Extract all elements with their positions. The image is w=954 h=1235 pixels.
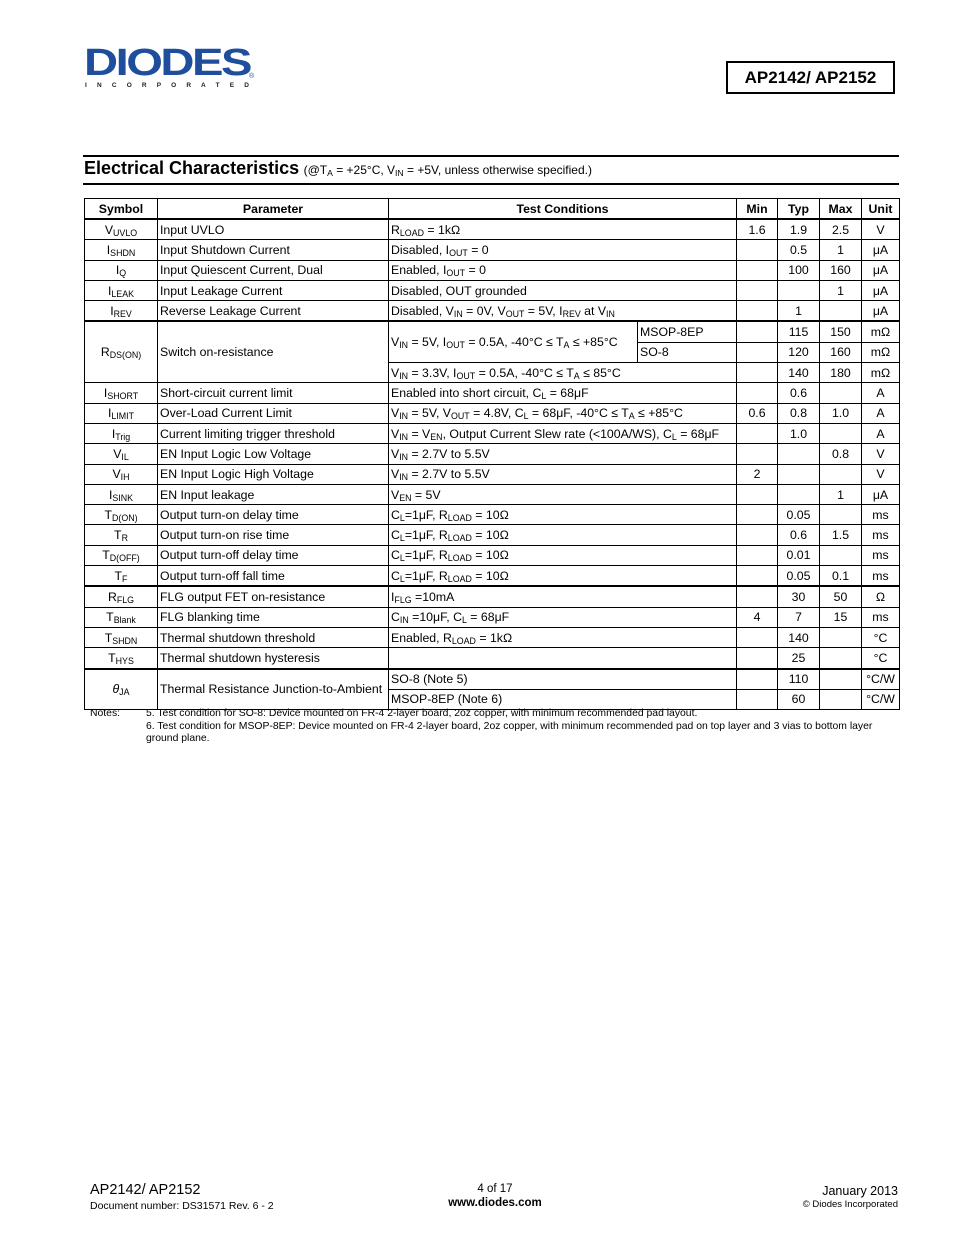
table-row [85,525,900,545]
parameter-cell: Thermal shutdown threshold [158,627,389,647]
symbol-cell: $I_Q$ [85,260,158,280]
typ-cell [778,444,820,464]
unit-cell: μA [862,240,900,260]
typ-cell [778,464,820,484]
max-cell [820,423,862,443]
table-row [85,403,900,423]
unit-cell: μA [862,260,900,280]
table-row [85,260,900,280]
table-row [85,423,900,443]
footer-copyright: © Diodes Incorporated [802,1199,898,1210]
min-cell [737,383,778,403]
typ-cell: 1.0 [778,423,820,443]
max-cell: 15 [820,607,862,627]
table-row [85,464,900,484]
condition-cell: Enabled, $R_{LOAD} = 1k\Omega$ [389,627,737,647]
parameter-cell: Thermal shutdown hysteresis [158,648,389,669]
symbol-cell: $I_{SHORT}$ [85,383,158,403]
table-row [85,484,900,504]
symbol-cell: $I_{Trig}$ [85,423,158,443]
typ-cell [778,280,820,300]
condition-cell: $V_{IN} = 5V$, $V_{OUT} = 4.8V$, $C_L = 68\mu F$, $-40^\circ C \le T_A \le +85^\circ C$ [389,403,737,423]
max-cell: 180 [820,363,862,383]
unit-cell: mΩ [862,342,900,362]
package-cell: SO-8 [638,342,737,362]
condition-cell: Disabled, $V_{IN} = 0V$, $V_{OUT} = 5V$, $I_{REV}$ at $V_{IN}$ [389,301,737,322]
max-cell [820,689,862,709]
section-bottom-rule [83,183,899,185]
section-title: Electrical Characteristics [84,158,300,178]
min-cell [737,566,778,587]
unit-cell: ms [862,545,900,565]
footer-website: www.diodes.com [448,1197,542,1209]
max-cell: 0.8 [820,444,862,464]
unit-cell: V [862,219,900,240]
section-top-rule [83,155,899,157]
parameter-cell: Output turn-off delay time [158,545,389,565]
min-cell: 2 [737,464,778,484]
condition-cell: Disabled, $I_{OUT} = 0$ [389,240,737,260]
unit-cell: Ω [862,586,900,607]
header-test-conditions: Test Conditions [389,199,737,220]
symbol-cell: $T_R$ [85,525,158,545]
symbol-cell: $T_{D(OFF)}$ [85,545,158,565]
parameter-cell: Output turn-off fall time [158,566,389,587]
parameter-cell: Over-Load Current Limit [158,403,389,423]
note-6: 6. Test condition for MSOP-8EP: Device mounted on FR-4 2-layer board, 2oz copper, with minimum recommended pad on top layer and 3 vias to bottom layer ground plane. [146,720,873,745]
typ-cell: 60 [778,689,820,709]
condition-cell: $V_{IN} = 2.7V$ to 5.5V [389,444,737,464]
typ-cell: 1.9 [778,219,820,240]
typ-cell: 1 [778,301,820,322]
unit-cell: μA [862,301,900,322]
symbol-cell: $T_F$ [85,566,158,587]
max-cell [820,505,862,525]
condition-cell: $R_{LOAD} = 1k\Omega$ [389,219,737,240]
table-row [85,648,900,669]
table-row [85,545,900,565]
max-cell [820,464,862,484]
min-cell: 1.6 [737,219,778,240]
min-cell [737,484,778,504]
footer-part-number: AP2142/ AP2152 [90,1182,201,1198]
max-cell: 0.1 [820,566,862,587]
min-cell [737,586,778,607]
condition-cell: $I_{FLG} =10mA$ [389,586,737,607]
parameter-cell: FLG output FET on-resistance [158,586,389,607]
symbol-cell: $I_{SINK}$ [85,484,158,504]
typ-cell: 115 [778,321,820,342]
min-cell [737,648,778,669]
logo-registered: ® [249,73,255,80]
min-cell [737,240,778,260]
table-row [85,607,900,627]
condition-cell [389,648,737,669]
condition-cell: MSOP-8EP (Note 6) [389,689,737,709]
table-row [85,669,900,690]
symbol-cell: $V_{UVLO}$ [85,219,158,240]
symbol-cell: $T_{Blank}$ [85,607,158,627]
footer-document-number: Document number: DS31571 Rev. 6 - 2 [90,1200,274,1212]
parameter-cell: Input Shutdown Current [158,240,389,260]
electrical-characteristics-table [84,198,900,710]
unit-cell: ms [862,566,900,587]
unit-cell: °C [862,627,900,647]
table-row [85,586,900,607]
logo-text: DIODES [84,42,251,84]
unit-cell: mΩ [862,363,900,383]
typ-cell: 25 [778,648,820,669]
min-cell [737,342,778,362]
typ-cell: 7 [778,607,820,627]
table-row [85,505,900,525]
symbol-cell: $V_{IL}$ [85,444,158,464]
typ-cell: 140 [778,363,820,383]
min-cell: 4 [737,607,778,627]
max-cell: 50 [820,586,862,607]
max-cell: 150 [820,321,862,342]
symbol-cell: $T_{HYS}$ [85,648,158,669]
condition-cell: $C_L=1\mu F$, $R_{LOAD} = 10\Omega$ [389,566,737,587]
unit-cell: V [862,444,900,464]
condition-cell: $V_{IN} = 5V$, $I_{OUT} = 0.5A$, $-40^\circ C \le T_A \le +85^\circ C$ [389,321,638,362]
typ-cell: 0.6 [778,525,820,545]
parameter-cell: Reverse Leakage Current [158,301,389,322]
table-row [85,566,900,587]
unit-cell: °C/W [862,689,900,709]
parameter-cell: Output turn-on delay time [158,505,389,525]
parameter-cell: Output turn-on rise time [158,525,389,545]
typ-cell: 0.05 [778,505,820,525]
condition-cell: $C_L=1\mu F$, $R_{LOAD} = 10\Omega$ [389,525,737,545]
diodes-logo [84,42,256,90]
parameter-cell: Switch on-resistance [158,321,389,382]
symbol-cell: $I_{LIMIT}$ [85,403,158,423]
parameter-cell: Thermal Resistance Junction-to-Ambient [158,669,389,710]
header-symbol: Symbol [85,199,158,220]
min-cell [737,525,778,545]
max-cell [820,383,862,403]
symbol-cell: $I_{REV}$ [85,301,158,322]
condition-cell: $V_{IN} = 2.7V$ to 5.5V [389,464,737,484]
condition-cell: $C_L=1\mu F$, $R_{LOAD} = 10\Omega$ [389,545,737,565]
min-cell [737,669,778,690]
max-cell: 1.0 [820,403,862,423]
typ-cell: 100 [778,260,820,280]
symbol-cell: $I_{SHDN}$ [85,240,158,260]
max-cell [820,545,862,565]
max-cell [820,648,862,669]
min-cell [737,545,778,565]
min-cell: 0.6 [737,403,778,423]
min-cell [737,689,778,709]
table-row [85,627,900,647]
typ-cell: 30 [778,586,820,607]
condition-cell: $V_{IN} = V_{EN}$, Output Current Slew rate (<100A/WS), $C_L = 68\mu F$ [389,423,737,443]
parameter-cell: Current limiting trigger threshold [158,423,389,443]
symbol-cell: $\theta_{JA}$ [85,669,158,710]
table-row [85,240,900,260]
table-row [85,301,900,322]
unit-cell: ms [862,505,900,525]
parameter-cell: EN Input leakage [158,484,389,504]
unit-cell: °C/W [862,669,900,690]
typ-cell: 0.5 [778,240,820,260]
typ-cell: 140 [778,627,820,647]
parameter-cell: EN Input Logic Low Voltage [158,444,389,464]
condition-cell: SO-8 (Note 5) [389,669,737,690]
parameter-cell: Input UVLO [158,219,389,240]
max-cell [820,627,862,647]
typ-cell: 0.6 [778,383,820,403]
logo-subtext: I N C O R P O R A T E D [85,82,249,89]
unit-cell: ms [862,525,900,545]
unit-cell: A [862,403,900,423]
max-cell: 1.5 [820,525,862,545]
typ-cell: 0.01 [778,545,820,565]
min-cell [737,280,778,300]
package-cell: MSOP-8EP [638,321,737,342]
parameter-cell: Input Leakage Current [158,280,389,300]
condition-cell: $C_L=1\mu F$, $R_{LOAD} = 10\Omega$ [389,505,737,525]
parameter-cell: Input Quiescent Current, Dual [158,260,389,280]
min-cell [737,321,778,342]
typ-cell: 110 [778,669,820,690]
symbol-cell: $T_{D(ON)}$ [85,505,158,525]
part-number: AP2142/ AP2152 [744,67,877,87]
header-min: Min [737,199,778,220]
max-cell: 160 [820,342,862,362]
typ-cell: 120 [778,342,820,362]
unit-cell: mΩ [862,321,900,342]
symbol-cell: $T_{SHDN}$ [85,627,158,647]
unit-cell: μA [862,484,900,504]
table-row [85,219,900,240]
min-cell [737,505,778,525]
note-5: 5. Test condition for SO-8: Device mounted on FR-4 2-layer board, 2oz copper, with minimum recommended pad layout. [146,708,698,719]
unit-cell: V [862,464,900,484]
header-typ: Typ [778,199,820,220]
parameter-cell: EN Input Logic High Voltage [158,464,389,484]
max-cell: 1 [820,484,862,504]
section-conditions: ($@T_A = +25^\circ C$, $V_{IN} = +5V$, unless otherwise specified.) [303,163,592,179]
unit-cell: A [862,423,900,443]
symbol-cell: $V_{IH}$ [85,464,158,484]
header-parameter: Parameter [158,199,389,220]
unit-cell: A [862,383,900,403]
header-max: Max [820,199,862,220]
table-row [85,280,900,300]
min-cell [737,363,778,383]
unit-cell: μA [862,280,900,300]
condition-cell: $C_{IN} =10\mu F$, $C_L = 68\mu F$ [389,607,737,627]
typ-cell: 0.05 [778,566,820,587]
min-cell [737,444,778,464]
min-cell [737,423,778,443]
max-cell: 1 [820,280,862,300]
section-heading [84,158,592,179]
parameter-cell: FLG blanking time [158,607,389,627]
condition-cell: Enabled into short circuit, $C_L = 68\mu F$ [389,383,737,403]
typ-cell [778,484,820,504]
symbol-cell: $R_{DS(ON)}$ [85,321,158,382]
typ-cell: 0.8 [778,403,820,423]
symbol-cell: $I_{LEAK}$ [85,280,158,300]
condition-cell: $V_{EN} = 5V$ [389,484,737,504]
max-cell: 2.5 [820,219,862,240]
footer-date: January 2013 [822,1184,898,1198]
max-cell [820,301,862,322]
max-cell [820,669,862,690]
unit-cell: ms [862,607,900,627]
part-number-box [726,61,895,94]
max-cell: 1 [820,240,862,260]
condition-cell: $V_{IN} = 3.3V$, $I_{OUT} = 0.5A$, $-40^\circ C \le T_A \le 85^\circ C$ [389,363,737,383]
min-cell [737,301,778,322]
parameter-cell: Short-circuit current limit [158,383,389,403]
table-row [85,383,900,403]
symbol-cell: $R_{FLG}$ [85,586,158,607]
notes-label: Notes: [90,708,121,719]
table-header-row [85,199,900,220]
condition-cell: Enabled, $I_{OUT} = 0$ [389,260,737,280]
header-unit: Unit [862,199,900,220]
min-cell [737,627,778,647]
table-row [85,321,900,342]
max-cell: 160 [820,260,862,280]
condition-cell: Disabled, OUT grounded [389,280,737,300]
footer-page-number: 4 of 17 [477,1183,513,1195]
table-row [85,444,900,464]
unit-cell: °C [862,648,900,669]
min-cell [737,260,778,280]
